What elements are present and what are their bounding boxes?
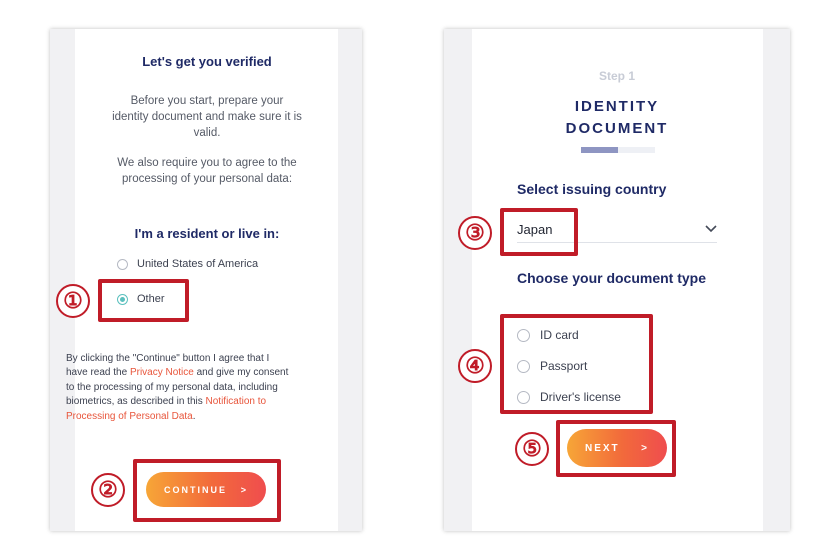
callout-box-1 bbox=[98, 279, 189, 322]
page-title: Let's get you verified bbox=[142, 54, 272, 69]
right-margin-strip bbox=[763, 29, 790, 531]
progress-bar bbox=[581, 147, 655, 153]
progress-fill bbox=[581, 147, 618, 153]
privacy-notice-link[interactable]: Privacy Notice bbox=[129, 367, 194, 379]
callout-box-3 bbox=[500, 208, 578, 256]
data-processing-notification-link[interactable]: Notification to Processing of Personal Data bbox=[66, 396, 267, 422]
consent-text-part: and give my consent to the processing of my personal data, including biometrics, as described in this bbox=[66, 367, 289, 408]
step-marker-3: ③ bbox=[458, 216, 492, 250]
callout-box-4 bbox=[500, 314, 653, 414]
section-title-line: IDENTITY bbox=[574, 98, 660, 115]
step-marker-2: ② bbox=[91, 473, 125, 507]
radio-label: Passport bbox=[540, 359, 588, 373]
step-indicator: Step 1 bbox=[598, 69, 635, 83]
radio-label: ID card bbox=[540, 328, 579, 342]
document-type-label: Choose your document type bbox=[517, 270, 707, 286]
country-label: Select issuing country bbox=[517, 181, 667, 197]
resident-label: I'm a resident or live in: bbox=[134, 226, 280, 241]
intro-text: Before you start, prepare your identity document and make sure it is valid. bbox=[112, 95, 302, 139]
radio-button[interactable] bbox=[117, 259, 128, 270]
section-title-line: DOCUMENT bbox=[565, 120, 669, 137]
selected-country: Japan bbox=[517, 221, 553, 237]
step-marker-4: ④ bbox=[458, 349, 492, 383]
chevron-right-icon: > bbox=[240, 484, 248, 495]
chevron-down-icon bbox=[705, 225, 717, 233]
left-margin-strip bbox=[50, 29, 75, 531]
radio-option-usa[interactable] bbox=[117, 258, 258, 270]
radio-label: Other bbox=[137, 293, 165, 305]
callout-box-2 bbox=[133, 459, 281, 522]
callout-box-5 bbox=[556, 420, 676, 477]
consent-text-part: By clicking the "Continue" button I agree that I have read the bbox=[66, 353, 270, 379]
consent-text bbox=[66, 352, 292, 424]
radio-label: United States of America bbox=[137, 258, 259, 270]
step-marker-1: ① bbox=[56, 284, 90, 318]
consent-intro-text: We also require you to agree to the processing of your personal data: bbox=[117, 157, 297, 185]
section-title bbox=[472, 96, 762, 140]
left-margin-strip bbox=[444, 29, 472, 531]
next-label: NEXT bbox=[585, 442, 620, 454]
step-marker-5: ⑤ bbox=[515, 432, 549, 466]
right-margin-strip bbox=[338, 29, 362, 531]
continue-label: CONTINUE bbox=[164, 484, 227, 495]
chevron-right-icon: > bbox=[641, 442, 649, 454]
consent-text-part: . bbox=[192, 410, 196, 422]
radio-label: Driver's license bbox=[540, 390, 621, 404]
